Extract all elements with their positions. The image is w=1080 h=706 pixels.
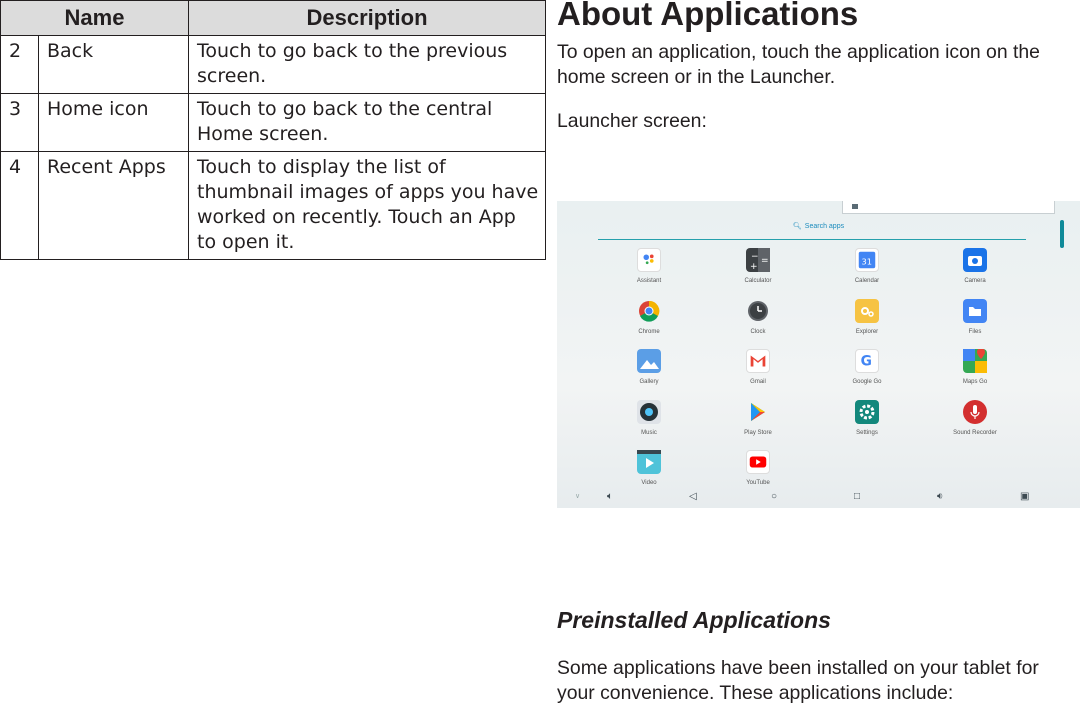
svg-text:−: − — [751, 252, 759, 262]
launcher-screenshot — [557, 201, 1080, 508]
app-label: Music — [641, 430, 657, 436]
files-icon — [963, 299, 987, 323]
search-underline — [598, 239, 1026, 240]
table-row — [1, 36, 546, 94]
row-name: Recent Apps — [39, 152, 189, 260]
calendar-icon — [855, 248, 879, 272]
svg-text:G: G — [860, 353, 872, 370]
back-icon[interactable]: ◁ — [689, 491, 697, 502]
app-label: Settings — [856, 430, 878, 436]
app-label: Calendar — [854, 278, 880, 284]
app-label: Video — [641, 480, 657, 486]
app-camera[interactable] — [935, 248, 1015, 298]
widget-icon — [852, 204, 858, 209]
app-label: Play Store — [744, 430, 772, 436]
row-number: 2 — [1, 36, 39, 94]
preinstalled-title: Preinstalled Applications — [557, 607, 831, 633]
header-name: Name — [1, 1, 189, 36]
camera-icon — [963, 248, 987, 272]
search-apps-label: Search apps — [804, 223, 845, 230]
app-clock[interactable] — [718, 299, 798, 349]
section-title: About Applications — [557, 0, 859, 32]
app-settings[interactable] — [827, 400, 907, 450]
table-row — [1, 152, 546, 260]
app-explorer[interactable] — [827, 299, 907, 349]
navigation-buttons-table — [0, 0, 546, 260]
scrollbar[interactable] — [1060, 220, 1064, 248]
app-label: Gmail — [750, 379, 766, 385]
app-label: Camera — [964, 278, 986, 284]
clock-icon — [746, 299, 770, 323]
sound-recorder-icon — [963, 400, 987, 424]
app-label: Clock — [750, 329, 766, 335]
row-description: Touch to go back to the central Home screen. — [189, 94, 546, 152]
search-apps-bar[interactable] — [557, 222, 1080, 230]
app-google-go[interactable] — [827, 349, 907, 399]
system-navigation-bar — [557, 487, 1080, 508]
table-header-row — [1, 1, 546, 36]
app-play-store[interactable] — [718, 400, 798, 450]
explorer-icon — [855, 299, 879, 323]
assistant-icon — [637, 248, 661, 272]
app-maps-go[interactable] — [935, 349, 1015, 399]
svg-text:+: + — [750, 262, 758, 272]
app-label: Sound Recorder — [953, 430, 997, 436]
chevron-down-icon[interactable]: ∨ — [575, 493, 581, 500]
app-label: Calculator — [744, 278, 772, 284]
app-assistant[interactable] — [609, 248, 689, 298]
app-calendar[interactable] — [827, 248, 907, 298]
play-store-icon — [746, 400, 770, 424]
app-label: Explorer — [855, 329, 879, 335]
app-chrome[interactable] — [609, 299, 689, 349]
google-go-icon — [855, 349, 879, 373]
row-description: Touch to go back to the previous screen. — [189, 36, 546, 94]
intro-paragraph: To open an application, touch the application icon on the home screen or in the Launcher. — [557, 41, 1040, 88]
app-label: Google Go — [852, 379, 882, 385]
header-description: Description — [189, 1, 546, 36]
youtube-icon — [746, 450, 770, 474]
row-description: Touch to display the list of thumbnail images of apps you have worked on recently. Touch an App to open it. — [189, 152, 546, 260]
music-icon — [637, 400, 661, 424]
video-icon — [637, 450, 661, 474]
screenshot-icon[interactable]: ▣ — [1020, 491, 1030, 502]
app-label: YouTube — [746, 480, 770, 486]
app-label: Assistant — [636, 278, 662, 284]
search-icon: 🔍︎ — [792, 223, 802, 230]
volume-down-icon[interactable]: 🔈︎ — [607, 491, 613, 502]
row-name: Back — [39, 36, 189, 94]
app-files[interactable] — [935, 299, 1015, 349]
app-gmail[interactable] — [718, 349, 798, 399]
widget-box — [842, 201, 1055, 214]
app-calculator[interactable] — [718, 248, 798, 298]
volume-up-icon[interactable]: 🔉︎ — [937, 491, 944, 502]
calculator-icon — [746, 248, 770, 272]
app-label: Gallery — [639, 379, 659, 385]
gmail-icon — [746, 349, 770, 373]
settings-icon — [855, 400, 879, 424]
app-music[interactable] — [609, 400, 689, 450]
row-number: 3 — [1, 94, 39, 152]
maps-go-icon — [963, 349, 987, 373]
row-name: Home icon — [39, 94, 189, 152]
app-sound-recorder[interactable] — [935, 400, 1015, 450]
preinstalled-paragraph: Some applications have been installed on your tablet for your convenience. These applications include: — [557, 657, 1039, 704]
app-label: Chrome — [638, 329, 660, 335]
app-label: Files — [968, 329, 982, 335]
gallery-icon — [637, 349, 661, 373]
app-label: Maps Go — [962, 379, 988, 385]
home-icon[interactable]: ○ — [771, 491, 778, 502]
launcher-screen-label: Launcher screen: — [557, 110, 707, 132]
svg-text:31: 31 — [861, 256, 872, 267]
row-number: 4 — [1, 152, 39, 260]
chrome-icon — [637, 299, 661, 323]
recent-apps-icon[interactable]: □ — [854, 491, 861, 502]
table-row — [1, 94, 546, 152]
app-gallery[interactable] — [609, 349, 689, 399]
svg-text:=: = — [761, 256, 769, 266]
